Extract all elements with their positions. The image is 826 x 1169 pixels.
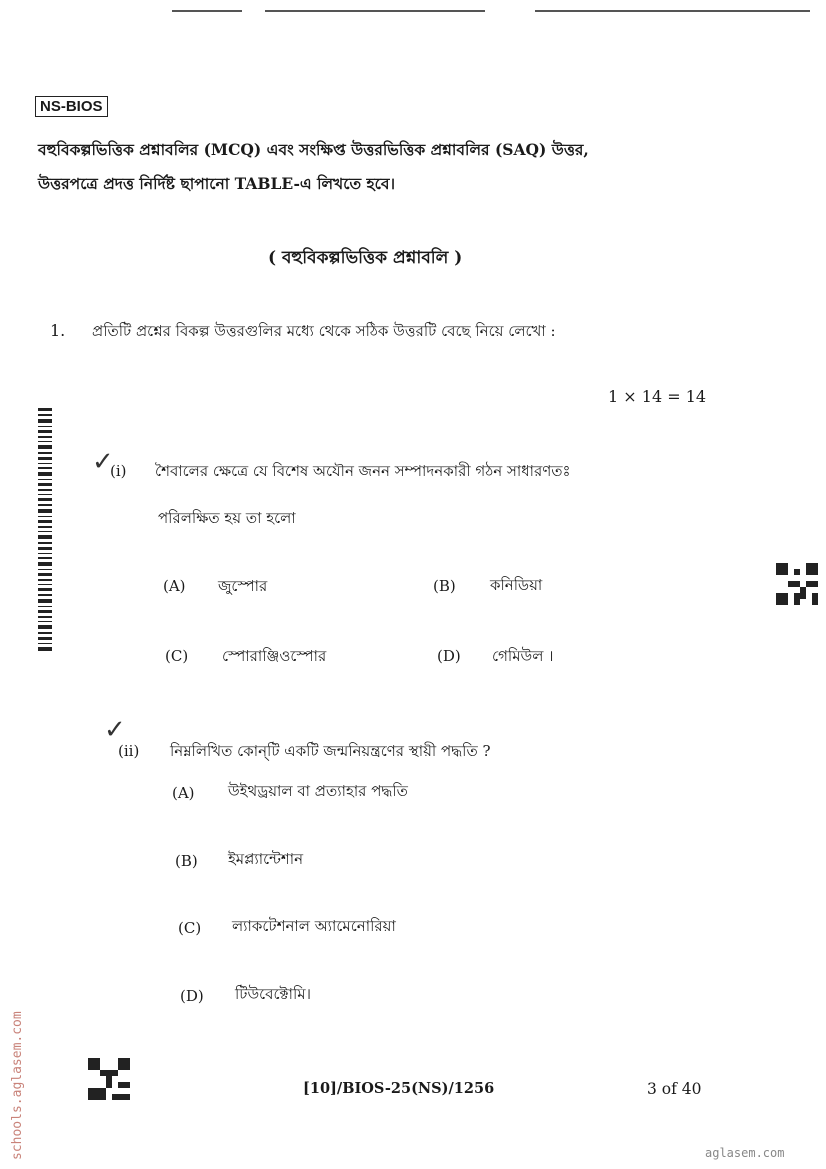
qr-code-icon — [776, 563, 818, 605]
option-label: (D) — [180, 987, 204, 1005]
top-rule-right — [535, 10, 810, 12]
qr-code-icon — [88, 1058, 130, 1100]
paper-code: NS-BIOS — [35, 96, 108, 117]
option-text: উইথড্রয়াল বা প্রত্যাহার পদ্ধতি — [228, 782, 408, 800]
subquestion-number: (ii) — [118, 742, 140, 760]
section-title: ( বহুবিকল্পভিত্তিক প্রশ্নাবলি ) — [268, 248, 463, 268]
top-rule-mid — [265, 10, 485, 12]
option-label: (C) — [178, 919, 202, 937]
option-label: (A) — [172, 784, 195, 802]
option-label: (C) — [165, 647, 189, 665]
instruction-line-2: উত্তরপত্রে প্রদত্ত নির্দিষ্ট ছাপানো TABLE-এ লিখতে হবে। — [38, 174, 396, 193]
option-label: (B) — [433, 577, 456, 595]
option-label: (D) — [437, 647, 461, 665]
option-text: জুস্পোর — [218, 577, 268, 595]
tick-mark-icon: ✓ — [92, 447, 114, 477]
option-text: ইমপ্ল্যান্টেশান — [228, 850, 304, 868]
option-text: কনিডিয়া — [490, 576, 543, 594]
option-text: স্পোরাঞ্জিওস্পোর — [222, 647, 327, 665]
tick-mark-icon: ✓ — [104, 715, 126, 745]
option-label: (B) — [175, 852, 198, 870]
option-text: টিউবেক্টোমি। — [235, 985, 311, 1003]
top-rule-left — [172, 10, 242, 12]
footer-code: [10]/BIOS-25(NS)/1256 — [303, 1080, 495, 1097]
option-label: (A) — [163, 577, 186, 595]
instruction-line-1: বহুবিকল্পভিত্তিক প্রশ্নাবলির (MCQ) এবং সংক্ষিপ্ত উত্তরভিত্তিক প্রশ্নাবলির (SAQ) উত্তর, — [38, 140, 589, 159]
option-text: গেমিউল । — [492, 647, 554, 665]
watermark-side: schools.aglasem.com — [10, 1011, 25, 1160]
question-number: 1. — [50, 321, 66, 340]
subquestion-text-line-1: শৈবালের ক্ষেত্রে যে বিশেষ অযৌন জনন সম্পাদনকারী গঠন সাধারণতঃ — [155, 462, 571, 480]
subquestion-number: (i) — [110, 462, 127, 480]
question-text: প্রতিটি প্রশ্নের বিকল্প উত্তরগুলির মধ্যে থেকে সঠিক উত্তরটি বেছে নিয়ে লেখো : — [92, 322, 556, 340]
subquestion-text-line-1: নিম্নলিখিত কোন্‌টি একটি জন্মনিয়ন্ত্রণের স্থায়ী পদ্ধতি ? — [170, 742, 491, 760]
barcode-icon — [38, 408, 52, 653]
watermark-corner: aglasem.com — [705, 1146, 785, 1160]
option-text: ল্যাকটেশনাল অ্যামেনোরিয়া — [232, 917, 396, 935]
page-number: 3 of 40 — [647, 1080, 702, 1098]
marks: 1 × 14 = 14 — [608, 387, 707, 406]
subquestion-text-line-2: পরিলক্ষিত হয় তা হলো — [158, 509, 296, 527]
